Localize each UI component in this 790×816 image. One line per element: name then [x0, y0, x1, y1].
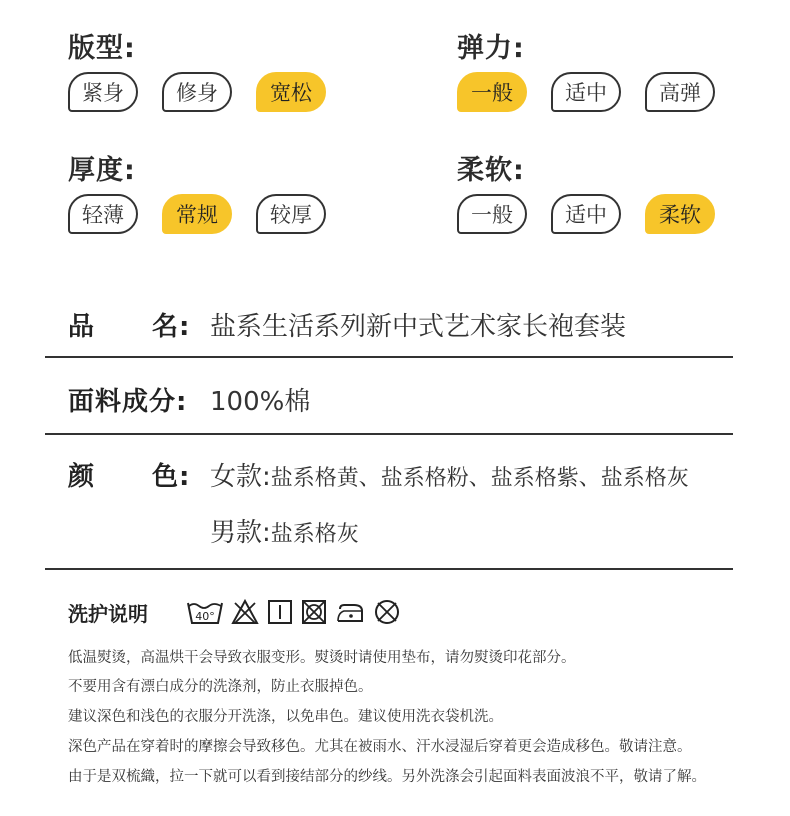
wash-40-icon — [186, 597, 224, 627]
wash-temp: 40° — [195, 610, 215, 623]
color-label — [68, 456, 190, 493]
care-title: 洗护说明 — [68, 602, 148, 626]
divider — [45, 356, 733, 358]
color-men-value: 盐系格灰 — [270, 522, 359, 547]
name-label-b: 名: — [152, 312, 191, 342]
color-women-prefix: 女款: — [210, 462, 271, 492]
material-value: 100%棉 — [210, 387, 311, 417]
color-women-value: 盐系格黄、盐系格粉、盐系格紫、盐系格灰 — [270, 466, 689, 491]
line-dry-icon — [266, 597, 294, 627]
chip-softness-normal[interactable]: 一般 — [457, 194, 527, 234]
attr-elasticity-title: 弹力: — [457, 33, 525, 64]
care-line: 低温熨烫，高温烘干会导致衣服变形。熨烫时请使用垫布，请勿熨烫印花部分。 — [68, 650, 576, 666]
material-label: 面料成分: — [68, 387, 188, 417]
chip-softness-medium[interactable]: 适中 — [551, 194, 621, 234]
attr-thickness-title: 厚度: — [68, 155, 136, 186]
color-men-prefix: 男款: — [210, 518, 271, 548]
color-men — [210, 512, 359, 549]
name-label-a: 品 — [68, 312, 96, 342]
color-women — [210, 456, 689, 493]
chip-fit-loose[interactable]: 宽松 — [256, 72, 326, 112]
color-label-a: 颜 — [68, 462, 96, 492]
name-label — [68, 306, 190, 343]
chip-elasticity-medium[interactable]: 适中 — [551, 72, 621, 112]
attr-fit-title: 版型: — [68, 33, 136, 64]
chip-fit-slim[interactable]: 修身 — [162, 72, 232, 112]
chip-fit-tight[interactable]: 紧身 — [68, 72, 138, 112]
no-tumble-dry-icon — [300, 597, 328, 627]
chip-softness-soft[interactable]: 柔软 — [645, 194, 715, 234]
chip-thickness-thin[interactable]: 轻薄 — [68, 194, 138, 234]
divider — [45, 568, 733, 570]
no-bleach-icon — [230, 597, 260, 627]
color-label-b: 色: — [152, 462, 191, 492]
chip-thickness-thick[interactable]: 较厚 — [256, 194, 326, 234]
no-dry-clean-icon — [372, 597, 402, 627]
divider — [45, 433, 733, 435]
care-icons — [186, 597, 402, 627]
care-line: 不要用含有漂白成分的洗涤剂，防止衣服掉色。 — [68, 679, 373, 695]
chip-elasticity-normal[interactable]: 一般 — [457, 72, 527, 112]
chip-thickness-regular[interactable]: 常规 — [162, 194, 232, 234]
care-line: 深色产品在穿着时的摩擦会导致移色。尤其在被雨水、汗水浸湿后穿着更会造成移色。敬请注意。 — [68, 739, 692, 755]
iron-low-icon — [334, 597, 366, 627]
care-line: 建议深色和浅色的衣服分开洗涤，以免串色。建议使用洗衣袋机洗。 — [68, 709, 503, 725]
care-line: 由于是双梳織，拉一下就可以看到接结部分的纱线。另外洗涤会引起面料表面波浪不平，敬请了解。 — [68, 769, 706, 785]
attr-softness-title: 柔软: — [457, 155, 525, 186]
chip-elasticity-high[interactable]: 高弹 — [645, 72, 715, 112]
name-value: 盐系生活系列新中式艺术家长袍套装 — [210, 312, 627, 342]
